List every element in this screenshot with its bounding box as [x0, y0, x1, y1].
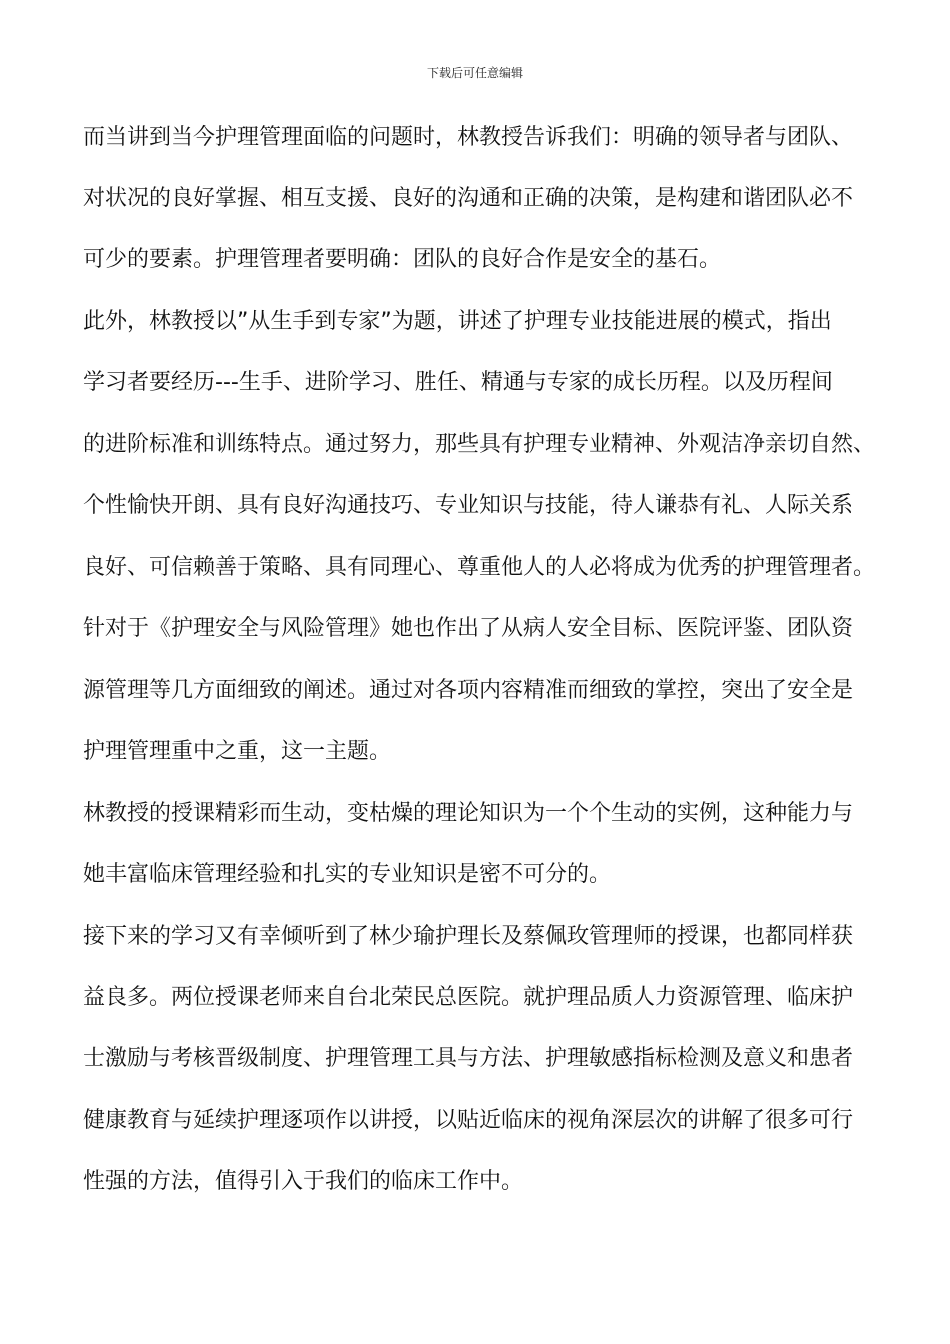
text-line: 林教授的授课精彩而生动，变枯燥的理论知识为一个个生动的实例，这种能力与	[83, 801, 854, 826]
text-line: 护理管理重中之重，这一主题。	[83, 739, 392, 764]
text-line: 源管理等几方面细致的阐述。通过对各项内容精准而细致的掌控，突出了安全是	[83, 678, 854, 703]
text-line: 士激励与考核晋级制度、护理管理工具与方法、护理敏感指标检测及意义和患者	[83, 1046, 854, 1071]
text-line: 而当讲到当今护理管理面临的问题时，林教授告诉我们：明确的领导者与团队、	[83, 125, 854, 150]
text-line: 个性愉快开朗、具有良好沟通技巧、专业知识与技能，待人谦恭有礼、人际关系	[83, 493, 854, 518]
page-header: 下载后可任意编辑	[426, 66, 523, 80]
text-line: 学习者要经历---生手、进阶学习、胜任、精通与专家的成长历程。以及历程间	[83, 370, 833, 395]
text-line: 对状况的良好掌握、相互支援、良好的沟通和正确的决策，是构建和谐团队必不	[83, 186, 854, 211]
text-line: 良好、可信赖善于策略、具有同理心、尊重他人的人必将成为优秀的护理管理者。	[83, 555, 876, 580]
text-line: 针对于《护理安全与风险管理》她也作出了从病人安全目标、医院评鉴、团队资	[83, 616, 854, 641]
text-line: 此外，林教授以”从生手到专家”为题，讲述了护理专业技能进展的模式，指出	[83, 309, 832, 334]
text-line: 健康教育与延续护理逐项作以讲授，以贴近临床的视角深层次的讲解了很多可行	[83, 1108, 854, 1133]
text-line: 她丰富临床管理经验和扎实的专业知识是密不可分的。	[83, 862, 612, 887]
text-line: 性强的方法，值得引入于我们的临床工作中。	[83, 1169, 524, 1194]
text-line: 益良多。两位授课老师来自台北荣民总医院。就护理品质人力资源管理、临床护	[83, 985, 854, 1010]
text-line: 接下来的学习又有幸倾听到了林少瑜护理长及蔡佩玫管理师的授课，也都同样获	[83, 924, 854, 949]
text-line: 的进阶标准和训练特点。通过努力，那些具有护理专业精神、外观洁净亲切自然、	[83, 432, 876, 457]
text-line: 可少的要素。护理管理者要明确：团队的良好合作是安全的基石。	[83, 247, 722, 272]
